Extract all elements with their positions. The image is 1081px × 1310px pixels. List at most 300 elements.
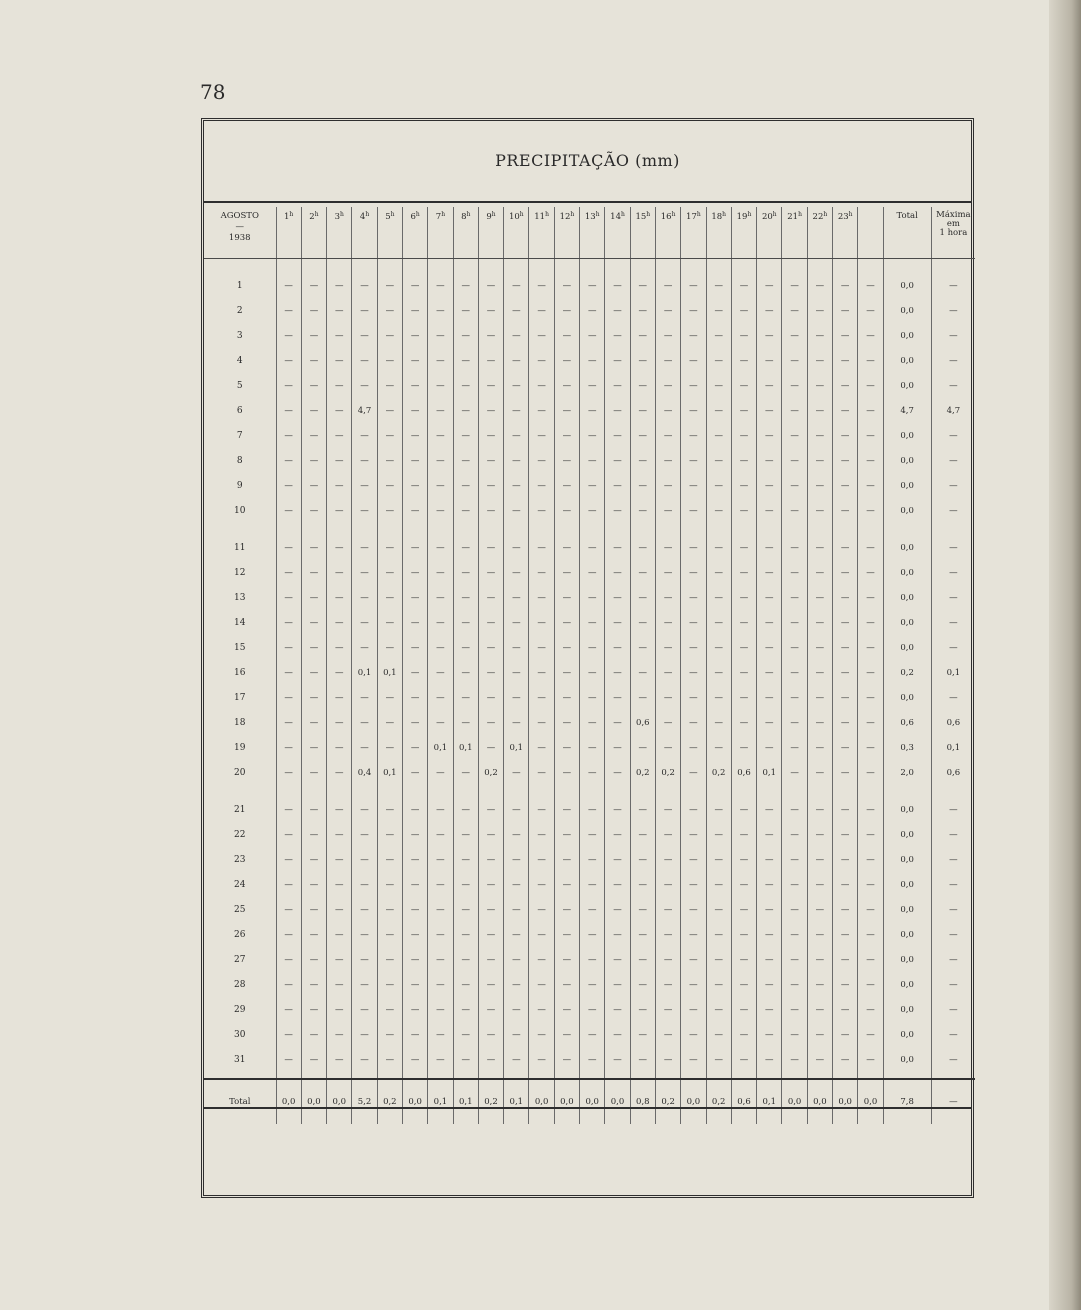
hourly-value-cell: — (352, 585, 377, 610)
hourly-value-cell: — (731, 822, 756, 847)
hourly-value-cell: 0,4 (352, 760, 377, 785)
hourly-value-cell: — (402, 423, 427, 448)
hourly-value-cell: — (276, 922, 301, 947)
hourly-value-cell: — (706, 847, 731, 872)
hourly-value-cell: — (580, 997, 605, 1022)
hourly-value-cell: — (453, 298, 478, 323)
hourly-value-cell: — (478, 660, 503, 685)
hourly-value-cell: — (554, 922, 579, 947)
hourly-value-cell: — (681, 785, 706, 822)
hourly-value-cell: — (706, 523, 731, 560)
hourly-value-cell: — (807, 1022, 832, 1047)
hourly-value-cell: — (731, 997, 756, 1022)
hour-column-header (833, 207, 858, 259)
hour-label: 19 (736, 212, 748, 222)
hourly-value-cell: — (478, 610, 503, 635)
hourly-value-cell: — (731, 398, 756, 423)
hourly-value-cell: — (377, 348, 402, 373)
hourly-value-cell: — (858, 847, 883, 872)
hourly-value-cell: — (554, 610, 579, 635)
hourly-value-cell: — (529, 735, 554, 760)
hourly-value-cell: — (580, 710, 605, 735)
daily-total-cell: 0,0 (883, 1047, 931, 1079)
hourly-value-cell: — (681, 498, 706, 523)
hourly-value-cell: — (858, 323, 883, 348)
hourly-value-cell: — (301, 259, 326, 299)
daily-total-cell: 0,0 (883, 872, 931, 897)
hourly-value-cell: — (706, 897, 731, 922)
daily-total-cell: 0,0 (883, 259, 931, 299)
hourly-value-cell: — (276, 498, 301, 523)
daily-total-cell: 0,0 (883, 972, 931, 997)
hourly-value-cell: — (327, 872, 352, 897)
hourly-value-cell: — (580, 323, 605, 348)
daily-max-cell: — (949, 305, 958, 316)
hourly-value-cell: — (630, 298, 655, 323)
hourly-value-cell: — (352, 348, 377, 373)
hourly-value-cell: — (833, 897, 858, 922)
hourly-value-cell: — (807, 523, 832, 560)
day-cell: 23 (204, 847, 276, 872)
hourly-total-cell: 0,1 (453, 1079, 478, 1124)
hour-suffix: h (390, 211, 395, 218)
hourly-value-cell: — (276, 685, 301, 710)
hourly-value-cell: — (605, 298, 630, 323)
hourly-value-cell: — (529, 972, 554, 997)
hourly-value-cell: — (529, 373, 554, 398)
hourly-value-cell: — (580, 897, 605, 922)
hourly-value-cell: — (681, 847, 706, 872)
hourly-value-cell: — (301, 947, 326, 972)
hourly-value-cell: — (757, 585, 782, 610)
hourly-value-cell: — (402, 785, 427, 822)
hour-suffix: h (595, 211, 600, 218)
daily-max-cell: — (949, 380, 958, 391)
hourly-value-cell: — (402, 348, 427, 373)
hourly-value-cell: — (352, 298, 377, 323)
day-cell: 26 (204, 922, 276, 947)
hourly-value-cell: — (757, 610, 782, 635)
hourly-value-cell: — (301, 448, 326, 473)
hourly-value-cell: — (605, 423, 630, 448)
hourly-value-cell: 0,1 (504, 735, 529, 760)
hour-label: 13 (584, 212, 596, 222)
hourly-value-cell: — (478, 259, 503, 299)
daily-total-cell: 0,0 (883, 897, 931, 922)
hourly-value-cell: — (731, 473, 756, 498)
hourly-value-cell: — (428, 660, 453, 685)
hourly-value-cell: — (428, 423, 453, 448)
hourly-value-cell: — (402, 897, 427, 922)
hourly-value-cell: — (428, 560, 453, 585)
hourly-value-cell: 0,6 (731, 760, 756, 785)
hourly-value-cell: — (630, 448, 655, 473)
hourly-value-cell: — (327, 398, 352, 423)
day-cell: 25 (204, 897, 276, 922)
hourly-value-cell: — (757, 259, 782, 299)
hourly-value-cell: — (352, 259, 377, 299)
hourly-value-cell: — (858, 760, 883, 785)
hourly-value-cell: — (554, 585, 579, 610)
hourly-value-cell: — (327, 710, 352, 735)
hourly-value-cell: — (807, 710, 832, 735)
hourly-value-cell: — (858, 922, 883, 947)
hourly-value-cell: — (858, 710, 883, 735)
max-column-header (931, 207, 975, 259)
hourly-value-cell: — (301, 473, 326, 498)
hourly-value-cell: — (580, 423, 605, 448)
hourly-value-cell: — (276, 710, 301, 735)
hourly-value-cell: — (858, 1047, 883, 1079)
day-cell: 5 (204, 373, 276, 398)
table-row (204, 897, 975, 922)
hour-suffix: h (340, 211, 344, 218)
hour-label: 9 (486, 212, 492, 222)
hourly-value-cell: — (782, 523, 807, 560)
grand-max-cell: — (931, 1079, 975, 1124)
hourly-value-cell: — (478, 523, 503, 560)
hourly-value-cell: — (504, 660, 529, 685)
daily-max-cell: — (949, 430, 958, 441)
hourly-value-cell: — (655, 922, 680, 947)
daily-total-cell: 0,0 (883, 373, 931, 398)
hourly-value-cell: — (428, 473, 453, 498)
hourly-value-cell: — (428, 610, 453, 635)
hourly-value-cell: — (352, 710, 377, 735)
hourly-value-cell: — (655, 660, 680, 685)
hourly-value-cell: — (327, 685, 352, 710)
hourly-value-cell: — (782, 423, 807, 448)
hourly-value-cell: — (858, 448, 883, 473)
hourly-value-cell: — (428, 947, 453, 972)
hourly-value-cell: — (655, 997, 680, 1022)
hourly-value-cell: — (580, 498, 605, 523)
hourly-value-cell: — (377, 1022, 402, 1047)
hourly-value-cell: — (554, 947, 579, 972)
hourly-value-cell: — (402, 635, 427, 660)
hourly-value-cell: — (681, 323, 706, 348)
hourly-value-cell: — (655, 523, 680, 560)
hourly-value-cell: — (529, 423, 554, 448)
hourly-value-cell: — (833, 473, 858, 498)
hourly-value-cell: — (402, 523, 427, 560)
hourly-value-cell: — (554, 323, 579, 348)
daily-total-cell: 0,0 (883, 498, 931, 523)
hourly-value-cell: — (554, 710, 579, 735)
hourly-value-cell: — (327, 523, 352, 560)
hourly-value-cell: — (504, 1047, 529, 1079)
hourly-value-cell: — (377, 473, 402, 498)
hourly-value-cell: — (605, 997, 630, 1022)
hourly-value-cell: — (757, 473, 782, 498)
hourly-value-cell: 4,7 (352, 398, 377, 423)
hourly-value-cell: — (453, 897, 478, 922)
hourly-total-cell: 0,0 (782, 1079, 807, 1124)
table-row (204, 922, 975, 947)
hourly-value-cell: — (529, 897, 554, 922)
hourly-value-cell: — (428, 323, 453, 348)
hourly-value-cell: — (681, 947, 706, 972)
daily-total-cell: 0,0 (883, 922, 931, 947)
hourly-value-cell: — (858, 298, 883, 323)
table-row (204, 872, 975, 897)
hour-column-header (858, 207, 883, 259)
hourly-value-cell: — (833, 710, 858, 735)
hourly-value-cell: — (504, 710, 529, 735)
hourly-value-cell: — (402, 498, 427, 523)
hourly-value-cell: — (833, 523, 858, 560)
hour-suffix: h (441, 211, 446, 218)
grand-total-cell: 7,8 (883, 1079, 931, 1124)
hourly-value-cell: — (858, 897, 883, 922)
daily-max-cell: — (949, 567, 958, 578)
hourly-value-cell: — (478, 348, 503, 373)
hourly-value-cell: — (276, 1047, 301, 1079)
hourly-value-cell: — (605, 897, 630, 922)
hourly-value-cell: — (706, 373, 731, 398)
hourly-value-cell: — (580, 922, 605, 947)
hourly-value-cell: — (377, 448, 402, 473)
hour-column-header (757, 207, 782, 259)
daily-max-cell: — (949, 330, 958, 341)
hour-suffix: h (466, 211, 471, 218)
hourly-total-cell: 0,0 (276, 1079, 301, 1124)
totals-label: Total (204, 1079, 276, 1124)
hourly-value-cell: — (681, 298, 706, 323)
hourly-value-cell: — (428, 635, 453, 660)
hourly-value-cell: — (276, 373, 301, 398)
daily-max-cell: — (949, 879, 958, 890)
hourly-value-cell: — (554, 735, 579, 760)
hour-column-header (554, 207, 579, 259)
hourly-value-cell: — (731, 523, 756, 560)
hourly-value-cell: — (478, 1022, 503, 1047)
hourly-value-cell: — (352, 847, 377, 872)
hourly-value-cell: — (554, 373, 579, 398)
daily-max-cell: — (949, 829, 958, 840)
hourly-value-cell: — (655, 498, 680, 523)
hourly-value-cell: — (580, 660, 605, 685)
hourly-value-cell: — (402, 298, 427, 323)
hourly-value-cell: — (782, 760, 807, 785)
hourly-value-cell: — (605, 822, 630, 847)
hourly-value-cell: 0,2 (655, 760, 680, 785)
hourly-value-cell: — (833, 997, 858, 1022)
hourly-value-cell: — (529, 947, 554, 972)
hourly-value-cell: — (605, 785, 630, 822)
hourly-value-cell: — (757, 997, 782, 1022)
hourly-value-cell: — (782, 560, 807, 585)
hour-suffix: h (823, 211, 828, 218)
hourly-value-cell: — (276, 398, 301, 423)
hourly-value-cell: — (858, 523, 883, 560)
hour-column-header (301, 207, 326, 259)
hourly-value-cell: — (453, 710, 478, 735)
hourly-value-cell: — (630, 735, 655, 760)
hourly-value-cell: — (655, 398, 680, 423)
hourly-value-cell: — (630, 822, 655, 847)
hourly-value-cell: — (504, 560, 529, 585)
hourly-value-cell: — (453, 373, 478, 398)
hourly-value-cell: — (782, 822, 807, 847)
hourly-value-cell: — (807, 423, 832, 448)
hourly-value-cell: — (630, 610, 655, 635)
hourly-value-cell: — (807, 947, 832, 972)
hourly-value-cell: — (377, 498, 402, 523)
hourly-value-cell: — (807, 760, 832, 785)
daily-max-cell: — (949, 954, 958, 965)
hourly-value-cell: — (352, 635, 377, 660)
hourly-value-cell: — (731, 847, 756, 872)
daily-total-cell: 0,0 (883, 523, 931, 560)
hourly-value-cell: — (630, 872, 655, 897)
hourly-value-cell: — (833, 610, 858, 635)
hourly-value-cell: — (301, 323, 326, 348)
hourly-value-cell: — (681, 373, 706, 398)
hourly-value-cell: — (706, 1047, 731, 1079)
hourly-value-cell: — (757, 348, 782, 373)
hourly-value-cell: — (529, 473, 554, 498)
hourly-value-cell: — (706, 872, 731, 897)
hourly-value-cell: — (757, 922, 782, 947)
day-cell: 18 (204, 710, 276, 735)
hourly-value-cell: — (377, 685, 402, 710)
hourly-value-cell: — (782, 448, 807, 473)
hourly-value-cell: — (833, 560, 858, 585)
hourly-value-cell: — (327, 947, 352, 972)
hourly-value-cell: — (757, 972, 782, 997)
hourly-value-cell: — (301, 1047, 326, 1079)
hourly-value-cell: — (731, 922, 756, 947)
daily-total-cell: 0,0 (883, 610, 931, 635)
hourly-value-cell: — (706, 997, 731, 1022)
hourly-total-cell: 0,2 (706, 1079, 731, 1124)
hour-suffix: h (747, 211, 752, 218)
hourly-total-cell: 0,2 (377, 1079, 402, 1124)
hourly-value-cell: — (453, 398, 478, 423)
hourly-value-cell: — (630, 1047, 655, 1079)
hourly-value-cell: — (580, 847, 605, 872)
hourly-value-cell: — (377, 847, 402, 872)
hourly-value-cell: — (327, 735, 352, 760)
daily-total-cell: 0,0 (883, 560, 931, 585)
hourly-value-cell: — (301, 1022, 326, 1047)
hour-label: 17 (686, 212, 697, 222)
hourly-value-cell: — (833, 448, 858, 473)
hourly-value-cell: — (377, 610, 402, 635)
table-row (204, 259, 975, 299)
hourly-value-cell: — (478, 972, 503, 997)
hourly-value-cell: — (630, 635, 655, 660)
hourly-value-cell: — (428, 448, 453, 473)
hourly-value-cell: — (681, 259, 706, 299)
hourly-total-cell: 0,6 (731, 1079, 756, 1124)
hourly-value-cell: — (706, 660, 731, 685)
hourly-value-cell: — (428, 872, 453, 897)
hourly-value-cell: — (681, 448, 706, 473)
hourly-value-cell: — (731, 972, 756, 997)
hourly-value-cell: — (681, 560, 706, 585)
hour-label: 2 (309, 212, 315, 222)
hourly-value-cell: — (554, 822, 579, 847)
hourly-value-cell: — (428, 523, 453, 560)
hourly-value-cell: — (580, 298, 605, 323)
hourly-value-cell: — (782, 847, 807, 872)
hourly-value-cell: — (301, 735, 326, 760)
hourly-value-cell: — (807, 398, 832, 423)
hour-label: 5 (385, 212, 391, 222)
hourly-value-cell: — (655, 373, 680, 398)
table-row (204, 585, 975, 610)
hourly-value-cell: — (655, 785, 680, 822)
hourly-value-cell: — (478, 685, 503, 710)
hourly-value-cell: — (782, 922, 807, 947)
hourly-value-cell: — (706, 922, 731, 947)
hourly-value-cell: — (833, 259, 858, 299)
hourly-value-cell: — (504, 259, 529, 299)
hourly-value-cell: — (630, 423, 655, 448)
page-edge (1049, 0, 1081, 1310)
hourly-value-cell: — (301, 897, 326, 922)
day-cell: 29 (204, 997, 276, 1022)
hourly-value-cell: — (858, 1022, 883, 1047)
day-cell: 14 (204, 610, 276, 635)
daily-total-cell: 0,0 (883, 785, 931, 822)
table-row (204, 298, 975, 323)
hourly-value-cell: — (858, 498, 883, 523)
hourly-value-cell: — (554, 398, 579, 423)
hourly-value-cell: — (504, 847, 529, 872)
hour-suffix: h (491, 211, 496, 218)
hourly-value-cell: — (453, 947, 478, 972)
hourly-value-cell: — (731, 373, 756, 398)
hourly-value-cell: — (782, 498, 807, 523)
hourly-value-cell: — (504, 1022, 529, 1047)
hour-column-header (580, 207, 605, 259)
hourly-value-cell: — (352, 735, 377, 760)
hourly-value-cell: — (377, 922, 402, 947)
day-cell: 3 (204, 323, 276, 348)
hourly-value-cell: — (681, 1047, 706, 1079)
hourly-value-cell: — (453, 997, 478, 1022)
hourly-value-cell: — (402, 760, 427, 785)
hourly-value-cell: — (504, 448, 529, 473)
hourly-value-cell: — (605, 872, 630, 897)
precipitation-table (204, 207, 975, 1124)
daily-total-cell: 0,0 (883, 635, 931, 660)
hourly-value-cell: — (630, 972, 655, 997)
hour-suffix: h (519, 211, 524, 218)
hourly-value-cell: — (402, 947, 427, 972)
hourly-value-cell: — (402, 685, 427, 710)
hourly-value-cell: — (731, 872, 756, 897)
hourly-value-cell: — (529, 1047, 554, 1079)
hourly-value-cell: — (580, 259, 605, 299)
hourly-value-cell: — (858, 348, 883, 373)
hourly-value-cell: — (301, 685, 326, 710)
hourly-value-cell: — (504, 635, 529, 660)
hourly-value-cell: — (428, 373, 453, 398)
hourly-value-cell: — (757, 635, 782, 660)
hourly-total-cell: 0,1 (428, 1079, 453, 1124)
hour-label: 11 (534, 212, 546, 222)
hourly-value-cell: — (301, 997, 326, 1022)
hourly-value-cell: — (757, 735, 782, 760)
hourly-value-cell: — (504, 685, 529, 710)
hourly-value-cell: — (833, 635, 858, 660)
year-label: 1938 (228, 233, 251, 243)
hourly-total-cell: 0,1 (757, 1079, 782, 1124)
